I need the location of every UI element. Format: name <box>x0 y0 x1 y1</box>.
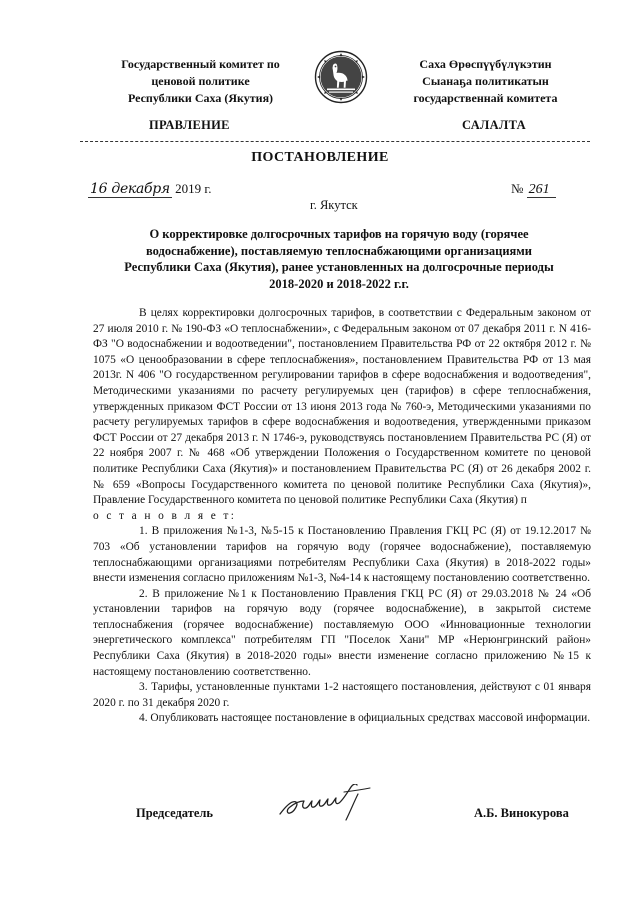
document-type-title: ПОСТАНОВЛЕНИЕ <box>251 150 389 165</box>
handwritten-signature-icon <box>274 784 380 824</box>
number-handwritten: 261 <box>527 182 556 198</box>
board-label-yakut: САЛАЛТА <box>462 118 526 132</box>
subject-line-4: 2018-2020 и 2018-2022 г.г. <box>269 276 409 291</box>
resolution-item-1: 1. В приложения №1-3, №5-15 к Постановлению Правления ГКЦ РС (Я) от 19.12.2017 № 703 «Об установлении тарифов на горячую воду (горячее водоснабжение), поставляемую теплоснабжающими организациями потребителям Республики Саха (Якутия) в 2018-2022 годы» внести изменения согласно приложениям №1-3, №4-14 к настоящему постановлению соответственно. <box>93 525 591 585</box>
signer-role: Председатель <box>136 806 214 820</box>
header-right <box>383 56 588 107</box>
header-right-line-3: государственнай комитета <box>413 91 558 105</box>
subject-line-2: водоснабжение), поставляемую теплоснабжающими организациями <box>145 243 533 258</box>
header-right-line-2: Сыанаҕа политикатын <box>422 74 549 88</box>
date-handwritten: 16 декабря <box>90 181 170 197</box>
signer-name: А.Б. Винокурова <box>474 806 569 820</box>
resolution-item-2: 2. В приложение №1 к Постановлению Правления ГКЦ РС (Я) от 29.03.2018 № 24 «Об установлении тарифов на горячую воду (горячее водоснабжение), в закрытой системе теплоснабжения (горячее водоснабжение) поставляемую ООО «Инновационные технологии энергетического комплекса" потребителям ГП "Поселок Хани" МР «Нерюнгринский район» Республики Саха (Якутия) в 2018-2020 годы» внести изменение согласно приложению №15 к настоящему постановлению соответственно. <box>93 587 591 678</box>
header-divider <box>80 141 590 142</box>
subject-line-1: О корректировке долгосрочных тарифов на горячую воду (горячее <box>149 227 529 241</box>
date-year: 2019 г. <box>175 181 212 196</box>
header-left <box>98 56 303 107</box>
document-date <box>88 181 212 197</box>
document-body <box>93 306 591 727</box>
preamble-paragraph: В целях корректировки долгосрочных тарифов, в соответствии с Федеральным законом от 27 июля 2010 г. № 190-ФЗ «О теплоснабжении», с Федеральным законом от 07 декабря 2011 г. N 416-ФЗ "О водоснабжении и водоотведении", постановлением Правительства РФ от 22 октября 2012 г. № 1075 «О ценообразовании в сфере теплоснабжения», постановлением Правительства РФ от 13 мая 2013г. N 406 "О государственном регулировании тарифов в сфере водоснабжения и водоотведения", Методическими указаниями по расчету регулируемых цен (тарифов) в сфере теплоснабжения, утвержденных приказом ФСТ России от 13 июня 2013 года № 760-э, Методическими указаниями по расчету регулируемых тарифов в сфере водоснабжения и водоотведения, утвержденными приказом ФСТ России от 27 декабря 2013 г. N 1746-э, руководствуясь постановлением Правительства РС (Я) от 22 ноября 2007 г. № 468 «Об утверждении Положения о Государственном комитете по ценовой политике Республики Саха (Якутия)» и постановлением Правительства РС (Я) от 26 декабря 2002 г. № 659 «Вопросы Государственного комитета по ценовой политике Республики Саха (Якутия)», Правление Государственного комитета по ценовой политике Республики Саха (Якутия) п <box>93 307 591 507</box>
header-left-line-2: ценовой политике <box>151 74 250 88</box>
number-prefix: № <box>511 181 524 196</box>
resolution-item-3: 3. Тарифы, установленные пунктами 1-2 настоящего постановления, действуют с 01 января 2020 г. по 31 декабря 2020 г. <box>93 681 591 709</box>
republic-coat-of-arms-icon <box>314 50 368 104</box>
document-city: г. Якутск <box>310 198 358 212</box>
header-left-line-3: Республики Саха (Якутия) <box>127 91 274 105</box>
header-left-line-1: Государственный комитет по <box>121 57 280 71</box>
subject-line-3: Республики Саха (Якутия), ранее установленных на долгосрочные периоды <box>124 260 554 275</box>
resolution-item-4: 4. Опубликовать настоящее постановление в официальных средствах массовой информации. <box>139 712 591 725</box>
document-number <box>511 181 556 198</box>
board-label-russian: ПРАВЛЕНИЕ <box>149 118 230 132</box>
header-right-line-1: Саха Өрөспүүбүлүкэтин <box>419 57 552 71</box>
document-subject <box>100 226 578 292</box>
resolves-line: о с т а н о в л я е т: <box>93 509 237 522</box>
